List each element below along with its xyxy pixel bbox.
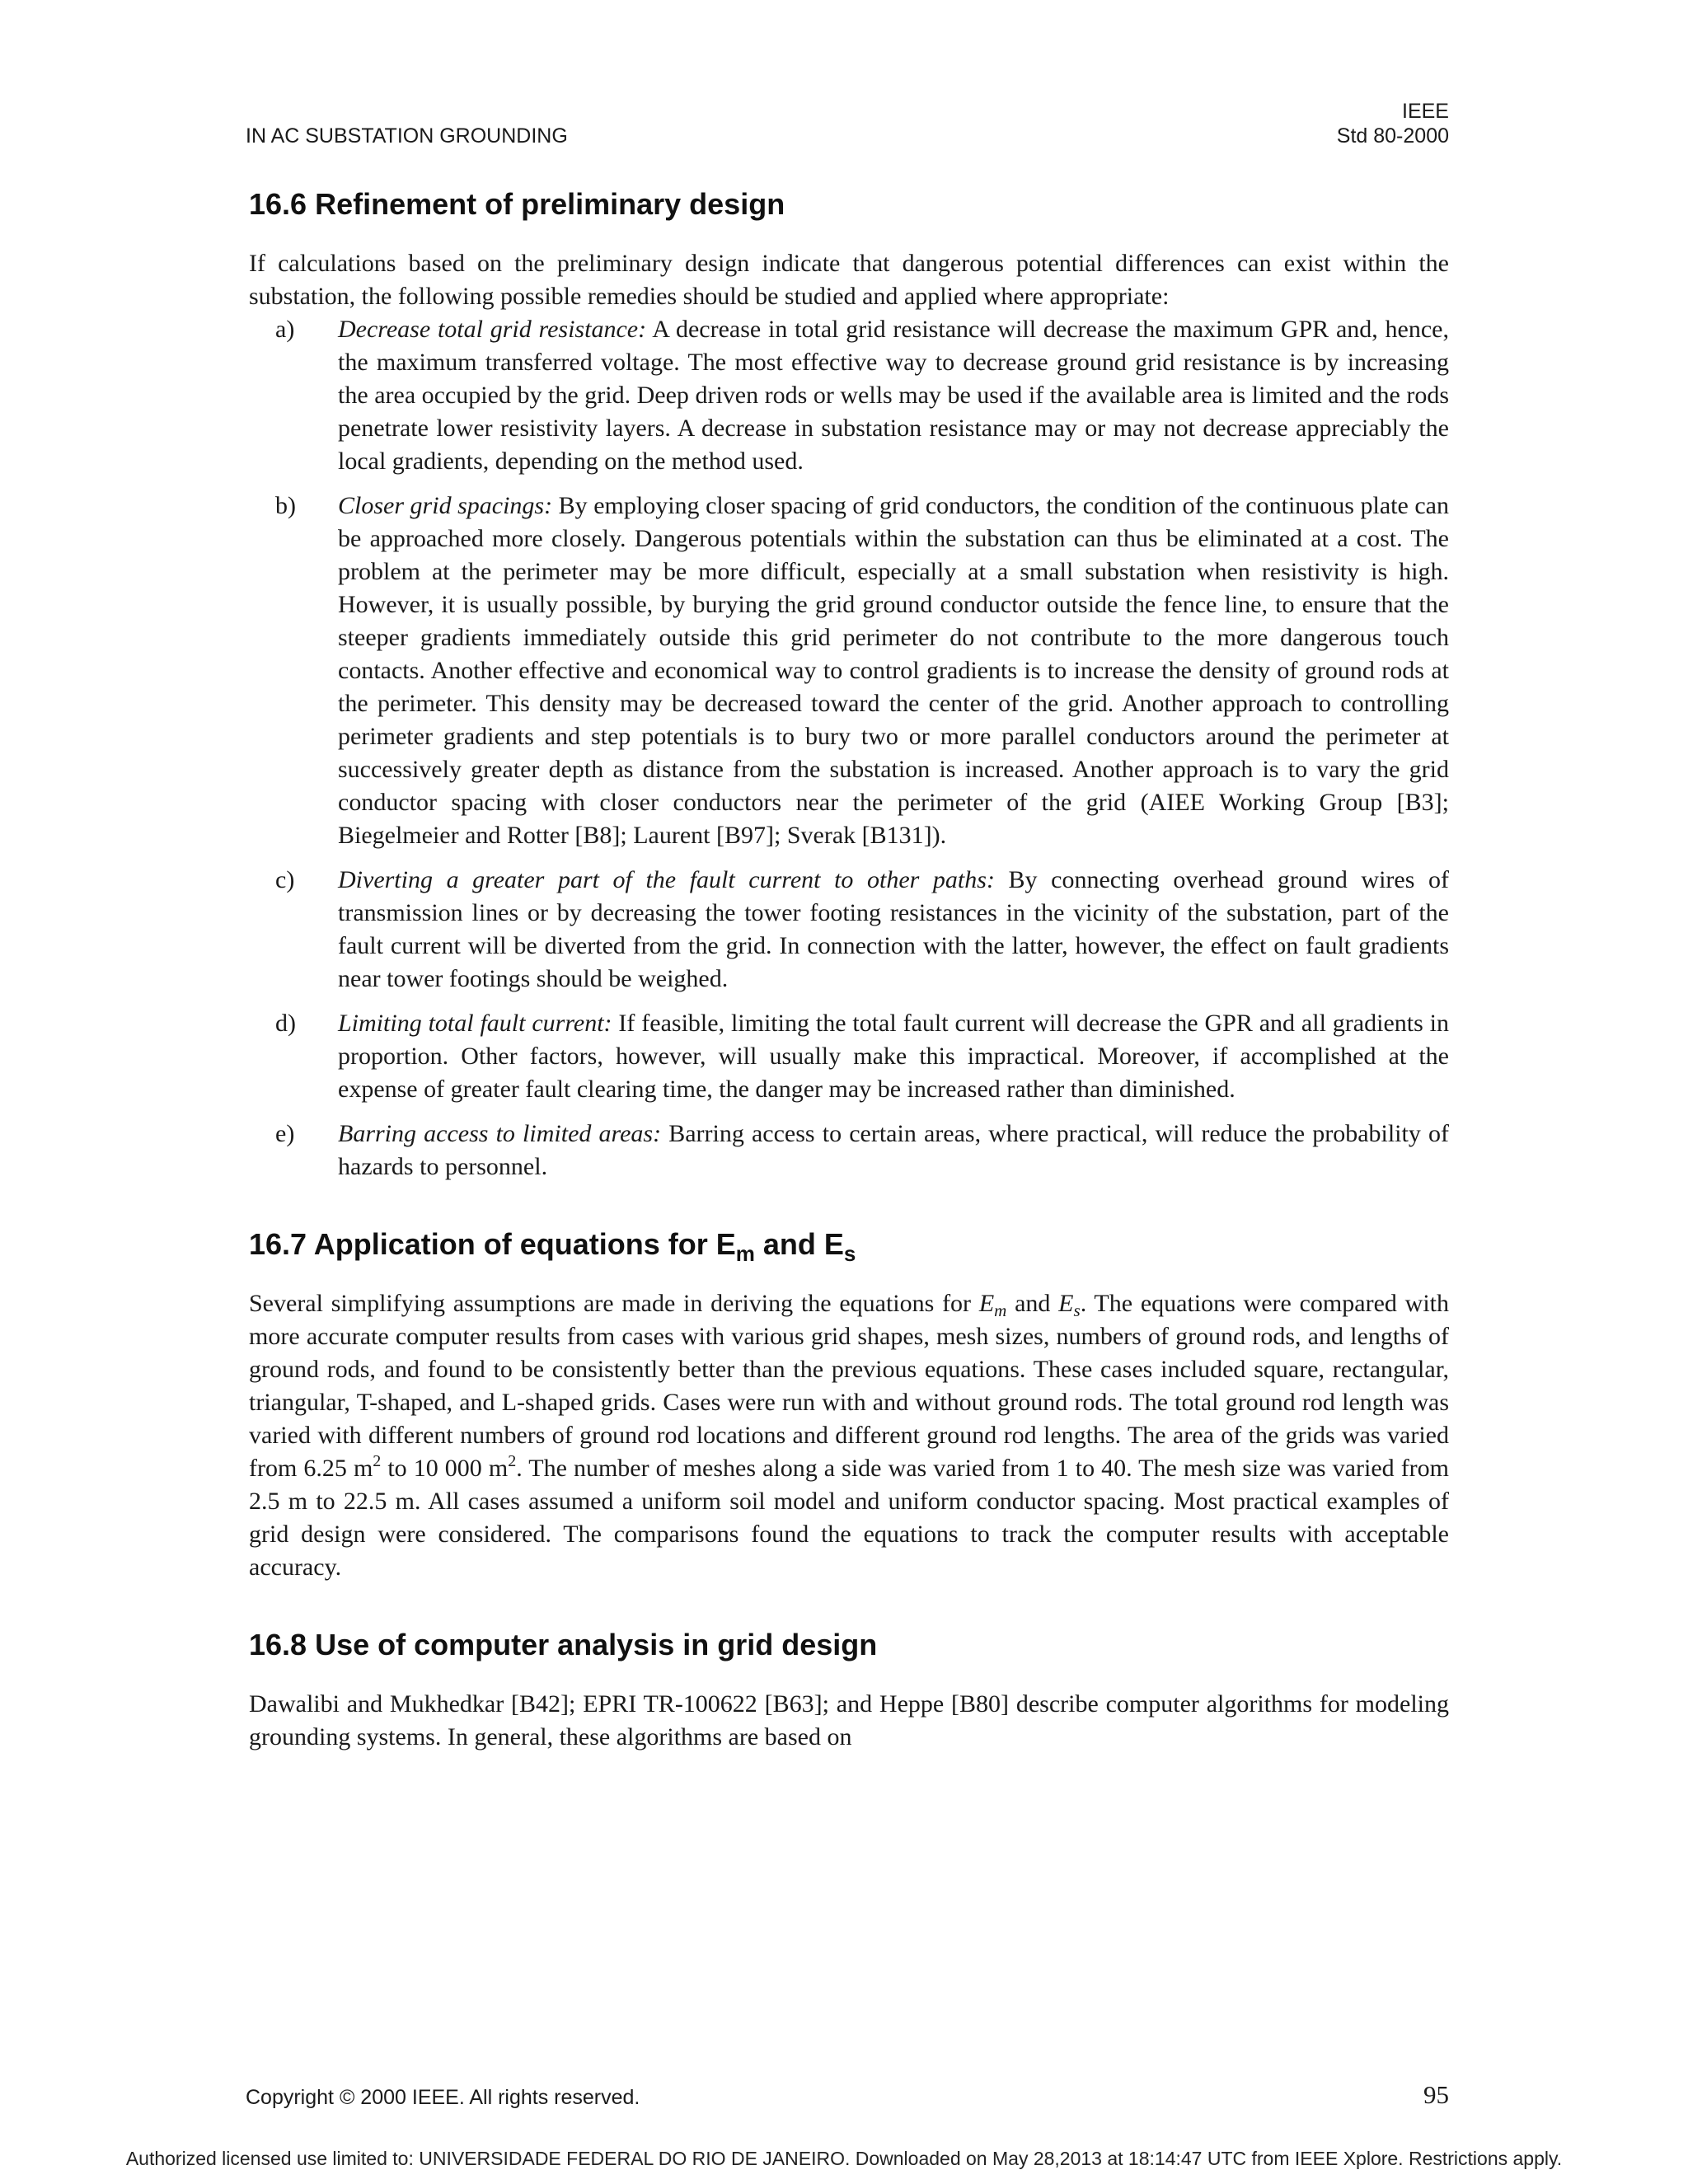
section-paragraph: [249, 1287, 1449, 1584]
symbol-letter: E: [978, 1290, 995, 1317]
section-16-8: [249, 1627, 1449, 1754]
list-item-text: By connecting overhead ground wires of transmission lines or by decreasing the tower footing resistances in the vicinity of the substation, part of the fault current will be diverted from the grid. In connection with the latter, however, the effect on fault gradients near tower footings should be weighed.: [338, 866, 1449, 992]
para-text: . The equations were compared with more accurate computer results from cases with various grid shapes, mesh sizes, numbers of ground rods, and lengths of ground rods, and found to be consistently better than the previous equations. These cases included square, rectangular, triangular, T-shaped, and L-shaped grids. Cases were run with and without ground rods. The total ground rod length was varied with different numbers of ground rod locations and different ground rod lengths. The area of the grids was varied from 6.25 m: [249, 1290, 1449, 1482]
list-item-paragraph: [338, 490, 1449, 852]
superscript-squared: 2: [508, 1452, 517, 1470]
list-item-paragraph: [338, 313, 1449, 478]
list-marker: c): [275, 866, 295, 893]
section-heading: 16.6 Refinement of preliminary design: [249, 187, 785, 221]
para-text: and: [1006, 1290, 1059, 1317]
list-item-text: Barring access to certain areas, where practical, will reduce the probability of hazards to personnel.: [338, 1120, 1449, 1180]
heading-subscript-s: s: [843, 1241, 856, 1266]
section-16-7: [249, 1226, 1449, 1584]
remedies-list: [249, 313, 1449, 1183]
heading-subscript-m: m: [735, 1241, 755, 1266]
symbol-letter: E: [1058, 1290, 1074, 1317]
para-text: Several simplifying assumptions are made in deriving the equations for: [249, 1290, 979, 1317]
page-footer: [246, 2080, 1449, 2113]
list-item-text: By employing closer spacing of grid conductors, the condition of the continuous plate can be approached more closely. Dangerous potentials within the substation can thus be eliminated at a cost. The problem at the perimeter may be more difficult, especially at a small substation when resistivity is high. However, it is usually possible, by burying the grid ground conductor outside the fence line, to ensure that the steeper gradients immediately outside this grid perimeter do not contribute to the more dangerous touch contacts. Another effective and economical way to control gradients is to increase the density of ground rods at the perimeter. This density may be decreased toward the center of the grid. Another approach to controlling perimeter gradients and step potentials is to bury two or more parallel conductors around the perimeter at successively greater depth as distance from the substation is increased. Another approach is to vary the grid conductor spacing with closer conductors near the perimeter of the grid (AIEE Working Group [B3]; Biegelmeier and Rotter [B8]; Laurent [B97]; Sverak [B131]).: [338, 492, 1449, 849]
list-item-paragraph: [338, 1118, 1449, 1183]
header-standard-id: [1337, 99, 1449, 148]
copyright-notice: Copyright © 2000 IEEE. All rights reserved.: [246, 2086, 640, 2109]
page-number: 95: [1423, 2080, 1449, 2109]
list-item-title: Closer grid spacings:: [338, 492, 553, 519]
list-item-title: Limiting total fault current:: [338, 1010, 612, 1037]
list-item: [249, 490, 1449, 852]
para-text: to 10 000 m: [381, 1455, 509, 1482]
symbol-subscript: m: [994, 1301, 1007, 1320]
symbol-subscript: s: [1073, 1301, 1081, 1320]
header-std-number: Std 80-2000: [1336, 124, 1449, 148]
list-marker: a): [275, 316, 295, 343]
list-item: [249, 1118, 1449, 1183]
symbol-em: [978, 1290, 1007, 1320]
list-marker: e): [275, 1120, 295, 1147]
list-item-paragraph: [338, 1007, 1449, 1106]
list-item-text: A decrease in total grid resistance will decrease the maximum GPR and, hence, the maximum transferred voltage. The most effective way to decrease ground grid resistance is by increasing the area occupied by the grid. Deep driven rods or wells may be used if the available area is limited and the rods penetrate lower resistivity layers. A decrease in substation resistance may or may not decrease appreciably the local gradients, depending on the method used.: [338, 316, 1449, 475]
symbol-es: [1058, 1290, 1081, 1320]
running-header: [246, 92, 1449, 148]
para-text: . The number of meshes along a side was varied from 1 to 40. The mesh size was varied from 2.5 m to 22.5 m. All cases assumed a uniform soil model and uniform conductor spacing. Most practical examples of grid design were considered. The comparisons found the equations to track the computer results with acceptable accuracy.: [249, 1455, 1450, 1581]
section-intro-paragraph: If calculations based on the preliminary design indicate that dangerous potential differences can exist within the substation, the following possible remedies should be studied and applied where appropriate:: [249, 250, 1449, 310]
list-item: [249, 864, 1449, 996]
body-content: [249, 186, 1449, 1797]
header-org: IEEE: [1402, 100, 1449, 123]
list-item-title: Diverting a greater part of the fault current to other paths:: [338, 866, 995, 893]
superscript-squared: 2: [373, 1452, 382, 1470]
list-marker: b): [275, 492, 296, 519]
list-item-paragraph: [338, 864, 1449, 996]
list-item: [249, 1007, 1449, 1106]
heading-text-and: and E: [754, 1227, 844, 1261]
list-item-text: If feasible, limiting the total fault current will decrease the GPR and all gradients in proportion. Other factors, however, will usually make this impractical. Moreover, if accomplished at the expense of greater fault clearing time, the danger may be increased rather than diminished.: [338, 1010, 1449, 1103]
list-item-title: Decrease total grid resistance:: [338, 316, 647, 343]
section-heading: 16.8 Use of computer analysis in grid design: [249, 1628, 878, 1661]
heading-text-prefix: 16.7 Application of equations for E: [249, 1227, 736, 1261]
list-item-title: Barring access to limited areas:: [338, 1120, 662, 1147]
section-paragraph: Dawalibi and Mukhedkar [B42]; EPRI TR-100622 [B63]; and Heppe [B80] describe computer algorithms for modeling grounding systems. In general, these algorithms are based on: [249, 1690, 1449, 1750]
list-item: [249, 313, 1449, 478]
license-notice: Authorized licensed use limited to: UNIVERSIDADE FEDERAL DO RIO DE JANEIRO. Downloaded on May 28,2013 at 18:14:47 UTC from IEEE Xplore. Restrictions apply.: [125, 2148, 1563, 2169]
section-16-6: [249, 186, 1449, 1183]
section-heading: [249, 1226, 1449, 1266]
list-marker: d): [275, 1010, 296, 1037]
header-left-title: IN AC SUBSTATION GROUNDING: [246, 124, 568, 148]
